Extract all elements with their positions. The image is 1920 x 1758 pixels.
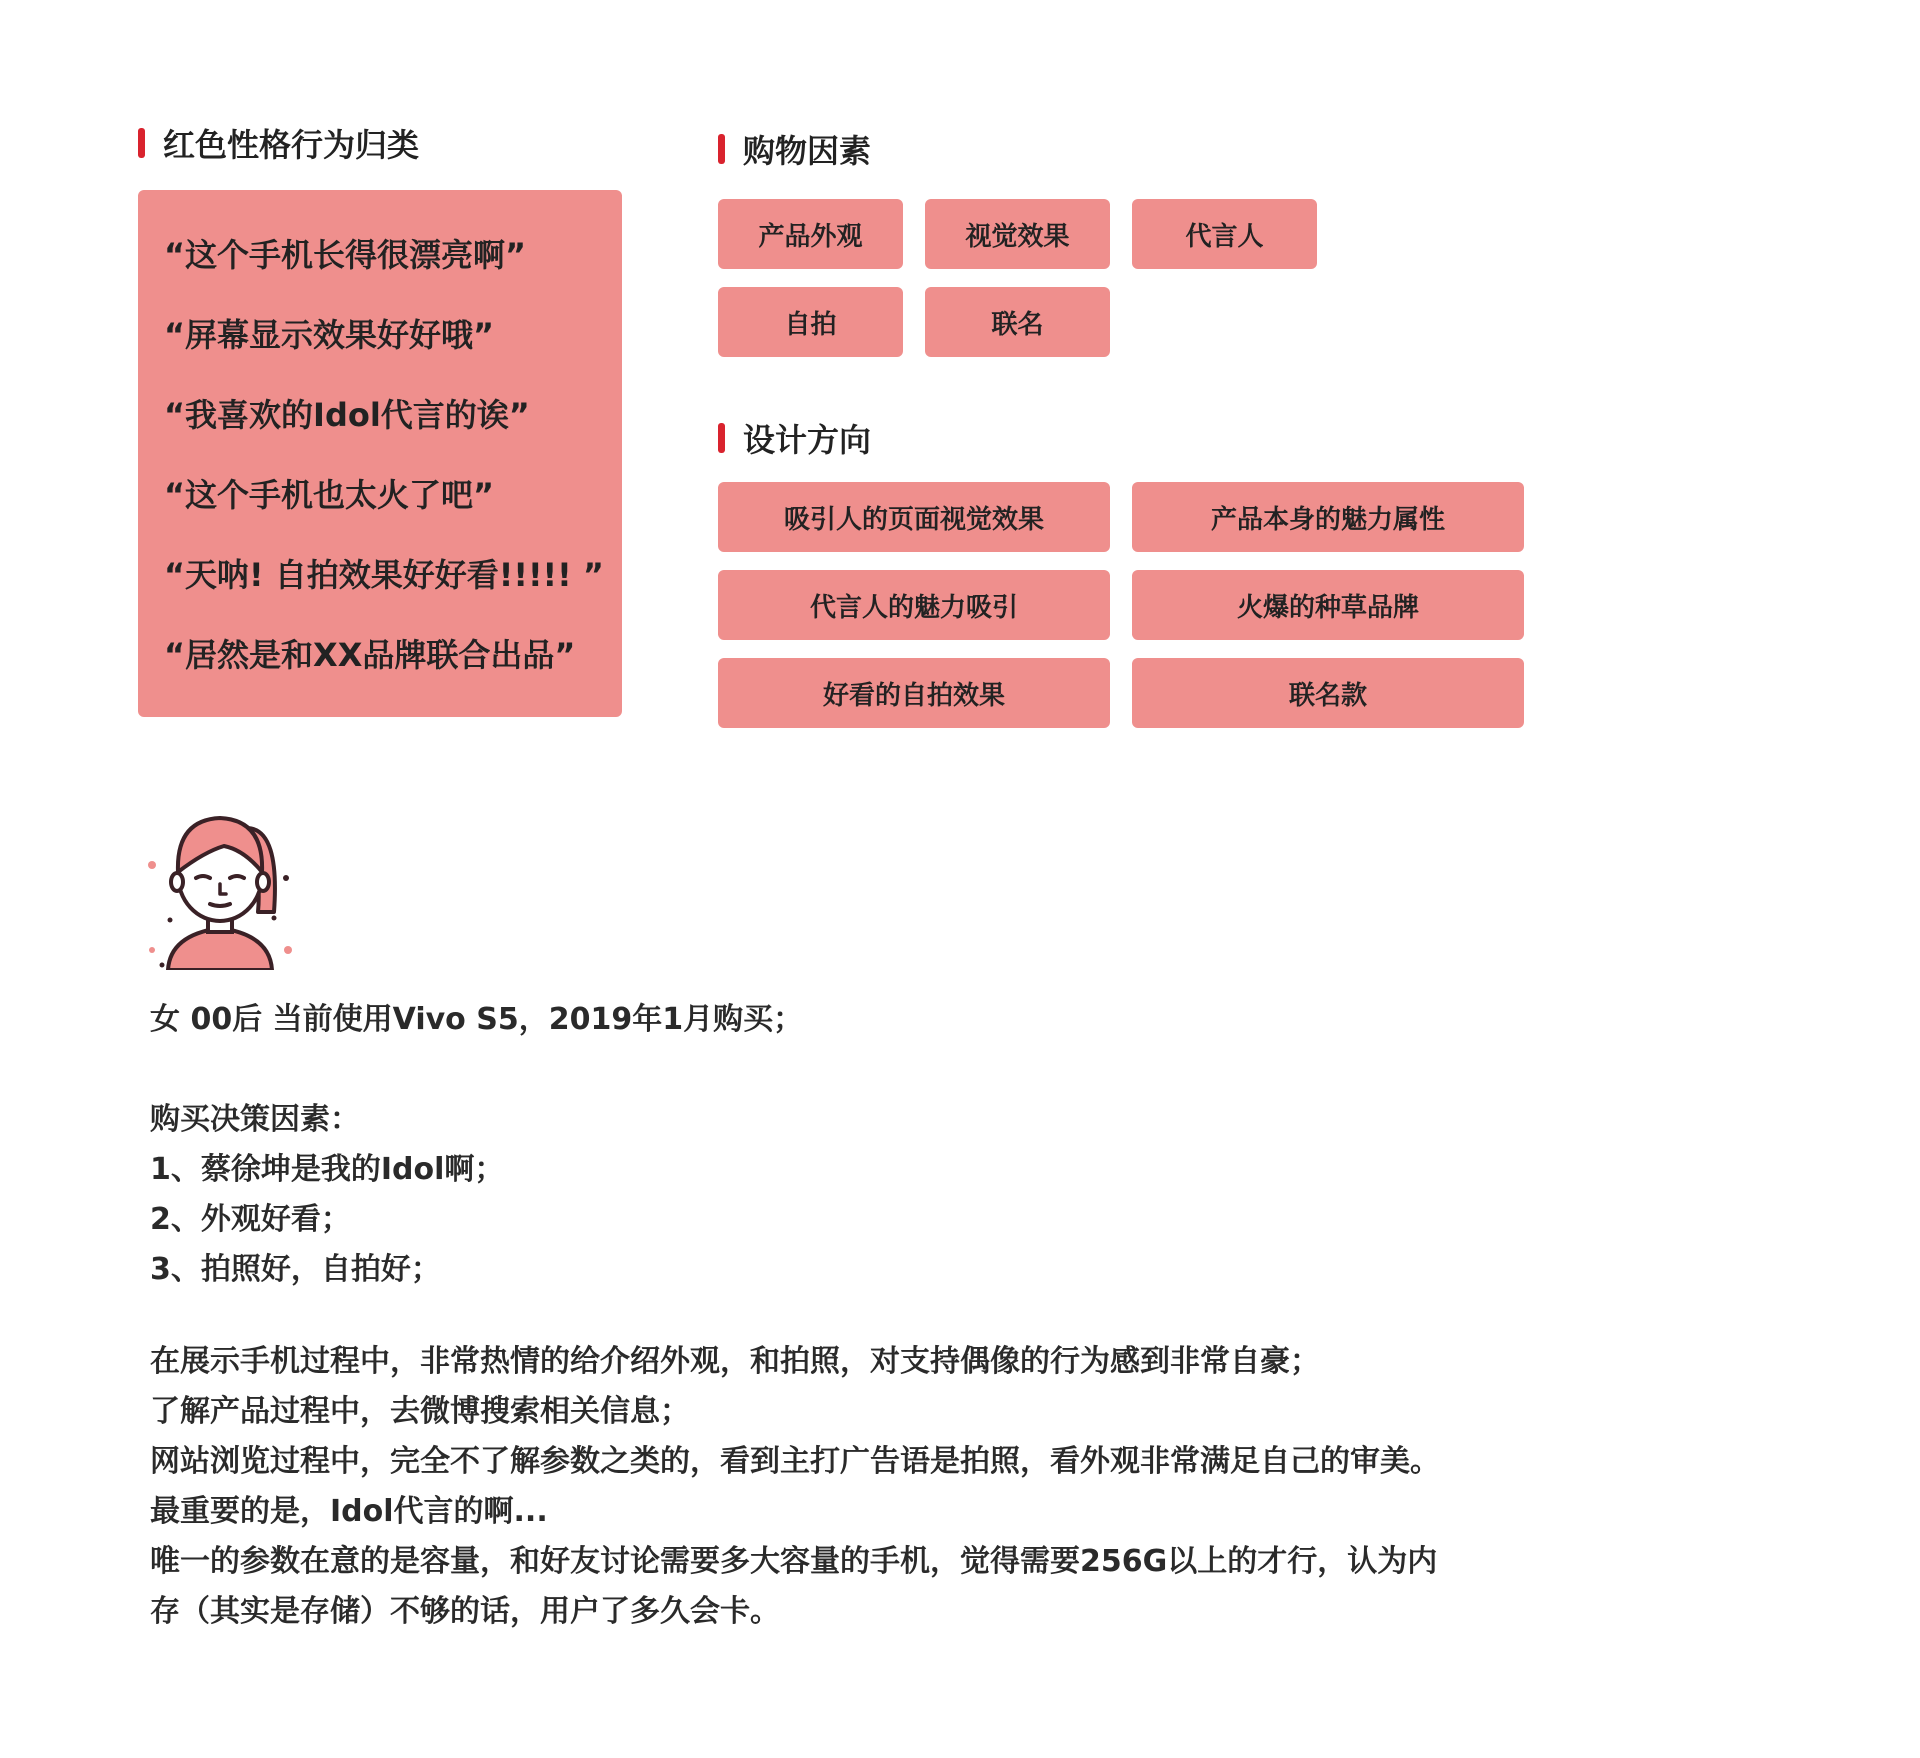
quote-item: “这个手机长得很漂亮啊” (164, 236, 527, 274)
observation-line: 在展示手机过程中，非常热情的给介绍外观，和拍照，对支持偶像的行为感到非常自豪； (150, 1344, 1320, 1379)
observation-line: 了解产品过程中，去微博搜索相关信息； (150, 1394, 690, 1429)
decision-item: 1、蔡徐坤是我的Idol啊； (150, 1152, 505, 1187)
shopping-factors-title (718, 126, 871, 172)
observation-line: 存（其实是存储）不够的话，用户了多久会卡。 (150, 1594, 780, 1629)
tag-product-charm: 产品本身的魅力属性 (1132, 482, 1524, 552)
tag-spokesperson-charm: 代言人的魅力吸引 (718, 570, 1110, 640)
decision-item: 2、外观好看； (150, 1202, 351, 1237)
quote-item: “这个手机也太火了吧” (164, 476, 495, 514)
accent-bar (138, 128, 145, 158)
shopping-factors-title-text: 购物因素 (743, 132, 872, 170)
tag-co-brand-model: 联名款 (1132, 658, 1524, 728)
quote-item: “屏幕显示效果好好哦” (164, 316, 495, 354)
tag-nice-selfie: 好看的自拍效果 (718, 658, 1110, 728)
tag-selfie: 自拍 (718, 287, 903, 357)
tag-visual-effect: 视觉效果 (925, 199, 1110, 269)
profile-summary: 女 00后 当前使用Vivo S5，2019年1月购买； (150, 1002, 804, 1037)
quote-item: “天呐! 自拍效果好好看!!!!! ” (164, 556, 604, 594)
design-direction-title-text: 设计方向 (743, 421, 872, 459)
observation-line: 最重要的是，Idol代言的啊... (150, 1494, 548, 1529)
decision-title: 购买决策因素： (150, 1102, 360, 1137)
accent-bar (718, 134, 725, 164)
tag-attractive-page-visuals: 吸引人的页面视觉效果 (718, 482, 1110, 552)
decision-item: 3、拍照好，自拍好； (150, 1252, 441, 1287)
accent-bar (718, 423, 725, 453)
red-personality-title (138, 120, 419, 166)
tag-hot-brand: 火爆的种草品牌 (1132, 570, 1524, 640)
tag-spokesperson: 代言人 (1132, 199, 1317, 269)
quote-item: “我喜欢的Idol代言的诶” (164, 396, 530, 434)
observation-line: 唯一的参数在意的是容量，和好友讨论需要多大容量的手机，觉得需要256G以上的才行，认为内 (150, 1544, 1438, 1579)
design-direction-title (718, 415, 871, 461)
tag-product-appearance: 产品外观 (718, 199, 903, 269)
quote-item: “居然是和XX品牌联合出品” (164, 636, 576, 674)
observation-line: 网站浏览过程中，完全不了解参数之类的，看到主打广告语是拍照，看外观非常满足自己的审美。 (150, 1444, 1440, 1479)
quotes-box (138, 190, 622, 717)
tag-co-brand: 联名 (925, 287, 1110, 357)
female-user-avatar-icon (140, 800, 300, 970)
red-personality-title-text: 红色性格行为归类 (163, 126, 420, 164)
